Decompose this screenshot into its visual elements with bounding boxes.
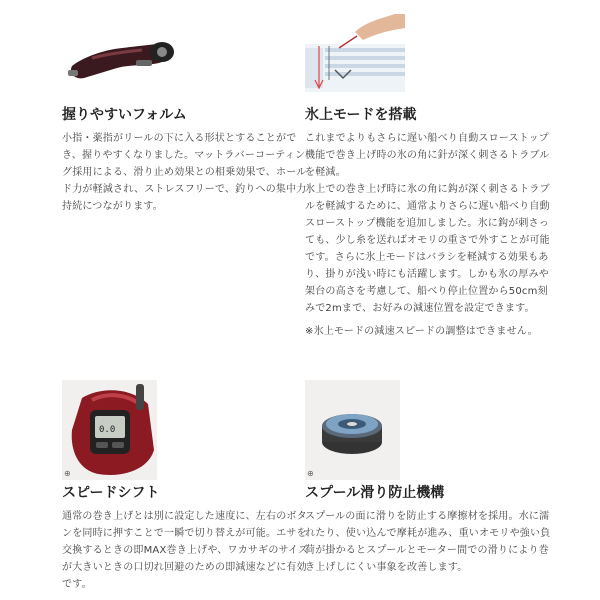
feature-paragraph: 通常の巻き上げとは別に設定した速度に、左右のボタンを同時に押すことで一瞬で切り替えが可能。エサを交換するときの即MAX巻き上げや、ワカサギのサイズが大きいときの口切れ回避のための即減速などに有効です。 <box>62 511 309 590</box>
feature-ice-mode <box>305 14 555 340</box>
ice-fishing-diagram <box>305 14 405 92</box>
svg-text:0.0: 0.0 <box>99 425 116 435</box>
feature-paragraph: スプールの面に滑りを防止する摩擦材を採用。水に濡れたり、使い込んで摩耗が進み、重いオモリや強い負荷が掛かるとスプールとモーター間での滑りにより巻き上げしにくい事象を改善します。 <box>305 511 551 573</box>
feature-paragraph: 氷上での巻き上げ時に氷の角に鈎が深く刺さるトラブルを軽減するために、通常よりさらに遅い船べり自動スローストップ機能を追加しました。氷に鈎が刺さっても、少し糸を送ればオモリの重さで外すことが可能です。さらに氷上モードはバラシを軽減する効果もあり、掛りが浅い時にも活躍します。しかも氷の厚みや架台の高さを考慮して、船べり停止位置から50cm刻みで2mまで、お好みの減速位置を設定できます。 <box>305 184 550 314</box>
feature-speed-shift <box>62 380 312 593</box>
zoom-icon[interactable]: ⊕ <box>64 469 71 478</box>
feature-title: スプール滑り防止機構 <box>305 485 445 501</box>
ice-hole-icon <box>305 14 405 92</box>
spool-icon <box>305 380 400 480</box>
reel-display-icon <box>62 380 157 480</box>
spool-image <box>305 380 400 480</box>
reel-display-image <box>62 380 157 480</box>
feature-paragraph: 小指・薬指がリールの下に入る形状とすることができ、握りやすくなりました。マットラバーコーティング採用による、滑り止め効果との相乗効果で、ホールド力が軽減され、ストレスフリーで、釣りへの集中力持続につながります。 <box>62 133 307 212</box>
feature-grip-form <box>62 14 312 215</box>
feature-note: ※氷上モードの減速スピードの調整はできません。 <box>305 326 538 337</box>
reel-handle-image <box>62 14 182 92</box>
feature-description <box>62 508 312 593</box>
zoom-icon[interactable]: ⊕ <box>307 469 314 478</box>
feature-title: スピードシフト <box>62 485 160 501</box>
feature-spool-anti-slip <box>305 380 555 576</box>
feature-paragraph: これまでよりもさらに遅い船べり自動スローストップ機能で巻き上げ時の氷の角に針が深く刺さるトラブルを軽減。 <box>305 133 550 178</box>
feature-title: 握りやすいフォルム <box>62 107 187 123</box>
feature-title: 氷上モードを搭載 <box>305 107 417 123</box>
feature-description <box>305 130 555 340</box>
feature-description <box>62 130 312 215</box>
feature-description <box>305 508 555 576</box>
reel-handle-icon <box>62 14 182 92</box>
